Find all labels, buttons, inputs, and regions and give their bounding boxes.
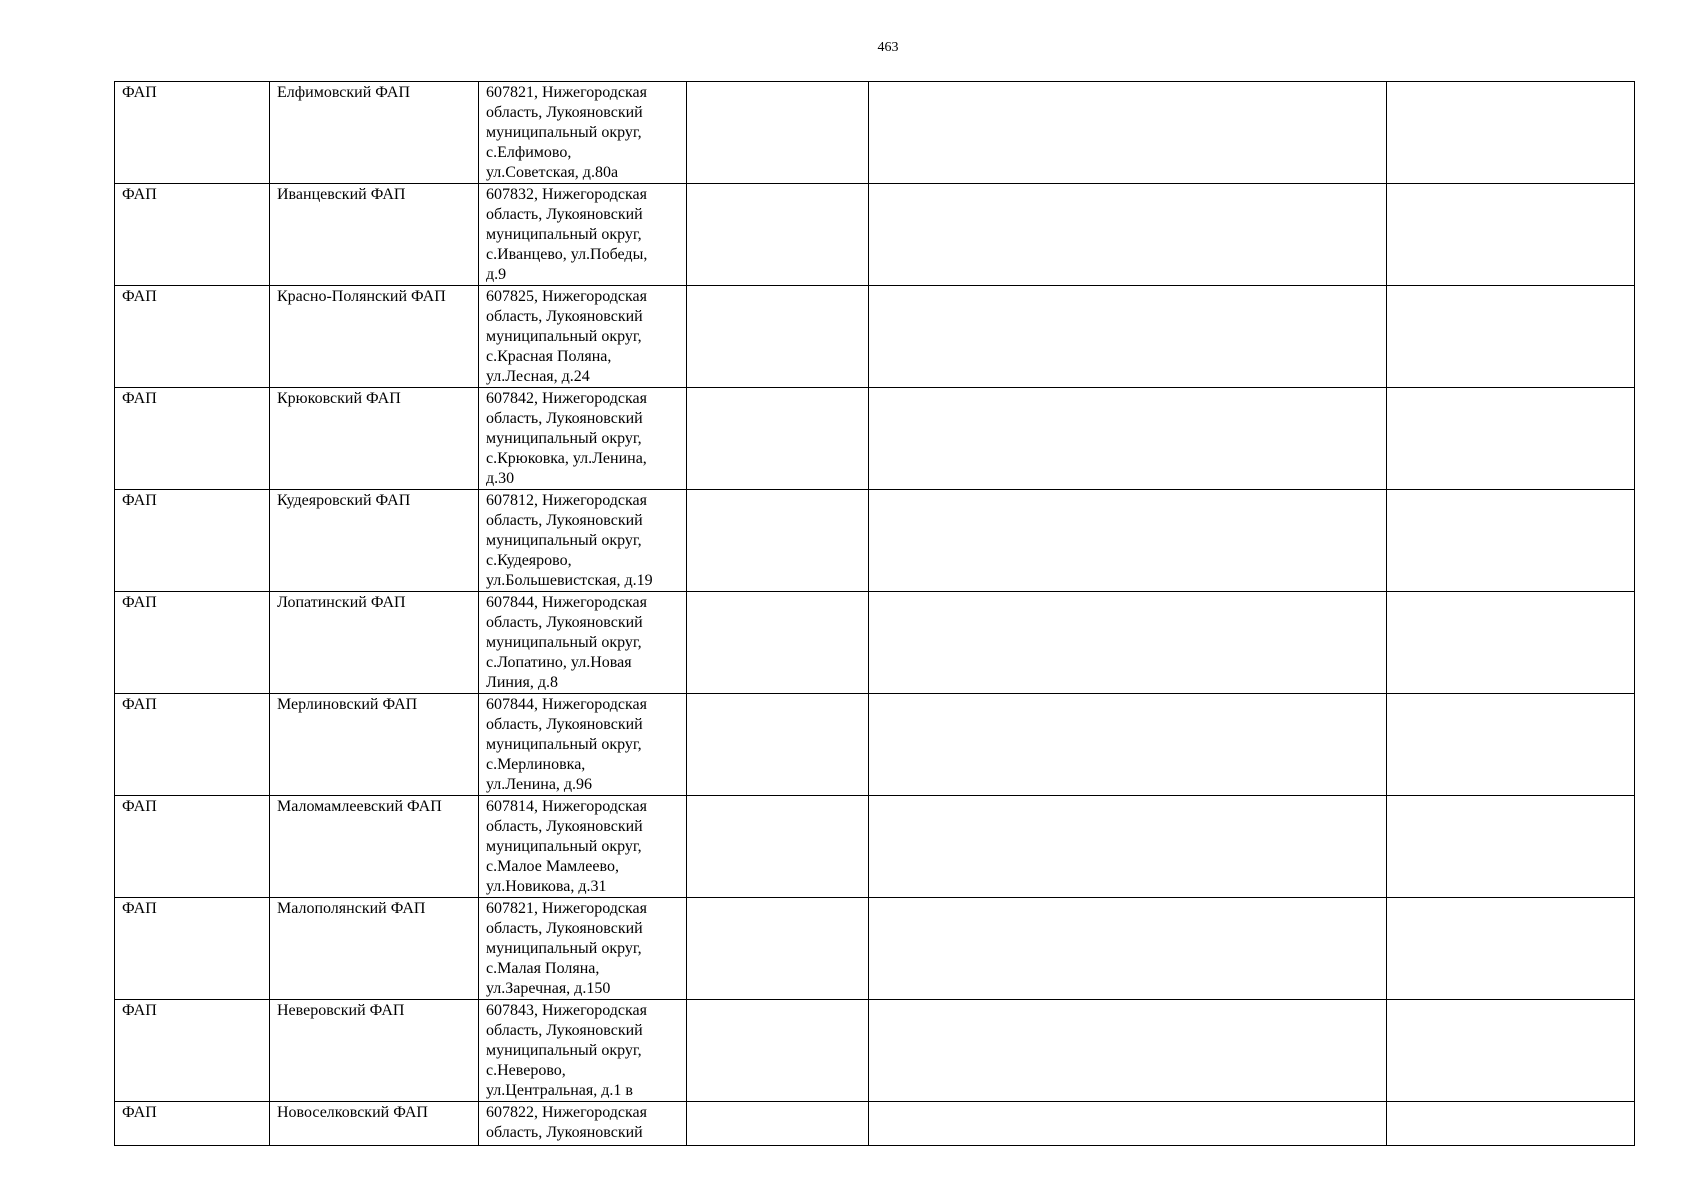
facility-type-cell: ФАП [115, 1102, 270, 1146]
facility-type-cell: ФАП [115, 388, 270, 490]
address-line: с.Иванцево, ул.Победы, [486, 246, 648, 263]
address-line: с.Неверово, [486, 1062, 566, 1079]
facility-type-cell: ФАП [115, 184, 270, 286]
empty-cell [687, 694, 869, 796]
empty-cell [1387, 286, 1635, 388]
facility-name-cell: Малополянский ФАП [270, 898, 479, 1000]
facility-address-cell [479, 184, 687, 286]
address-line: 607821, Нижегородская [486, 84, 647, 101]
address-line: муниципальный округ, [486, 634, 642, 651]
address-line: область, Лукояновский [486, 1124, 643, 1141]
table-row [115, 184, 1635, 286]
facility-name-cell: Красно-Полянский ФАП [270, 286, 479, 388]
address-line: с.Мерлиновка, [486, 756, 586, 773]
empty-cell [1387, 388, 1635, 490]
address-line: 607821, Нижегородская [486, 900, 647, 917]
address-line: 607825, Нижегородская [486, 288, 647, 305]
table-row [115, 1102, 1635, 1146]
facility-name-cell: Кудеяровский ФАП [270, 490, 479, 592]
facility-address-cell [479, 490, 687, 592]
facility-type-cell: ФАП [115, 694, 270, 796]
address-line: область, Лукояновский [486, 716, 643, 733]
address-line: ул.Новикова, д.31 [486, 878, 607, 895]
facility-type-cell: ФАП [115, 898, 270, 1000]
facility-type-cell: ФАП [115, 82, 270, 184]
address-line: с.Лопатино, ул.Новая [486, 654, 632, 671]
address-line: 607814, Нижегородская [486, 798, 647, 815]
facility-name-cell: Лопатинский ФАП [270, 592, 479, 694]
empty-cell [687, 1000, 869, 1102]
facility-name-cell: Крюковский ФАП [270, 388, 479, 490]
empty-cell [1387, 898, 1635, 1000]
empty-cell [869, 1000, 1387, 1102]
address-line: область, Лукояновский [486, 410, 643, 427]
address-line: область, Лукояновский [486, 818, 643, 835]
address-line: ул.Заречная, д.150 [486, 980, 611, 997]
address-line: ул.Советская, д.80а [486, 164, 619, 181]
address-line: 607822, Нижегородская [486, 1104, 647, 1121]
address-line: с.Красная Поляна, [486, 348, 612, 365]
address-line: 607844, Нижегородская [486, 696, 647, 713]
empty-cell [687, 388, 869, 490]
address-line: с.Малая Поляна, [486, 960, 600, 977]
empty-cell [869, 796, 1387, 898]
facility-address-cell [479, 796, 687, 898]
address-line: с.Крюковка, ул.Ленина, [486, 450, 647, 467]
facility-name-cell: Новоселковский ФАП [270, 1102, 479, 1146]
empty-cell [869, 592, 1387, 694]
facility-address-cell [479, 694, 687, 796]
facility-type-cell: ФАП [115, 490, 270, 592]
facility-address-cell [479, 82, 687, 184]
address-line: 607844, Нижегородская [486, 594, 647, 611]
address-line: муниципальный округ, [486, 736, 642, 753]
address-line: муниципальный округ, [486, 226, 642, 243]
table-row [115, 796, 1635, 898]
address-line: Линия, д.8 [486, 674, 559, 691]
empty-cell [869, 694, 1387, 796]
address-line: муниципальный округ, [486, 430, 642, 447]
facility-type-cell: ФАП [115, 796, 270, 898]
table-row [115, 286, 1635, 388]
empty-cell [869, 184, 1387, 286]
address-line: с.Кудеярово, [486, 552, 572, 569]
address-line: область, Лукояновский [486, 920, 643, 937]
address-line: муниципальный округ, [486, 940, 642, 957]
table-body [115, 82, 1635, 1146]
page-number: 463 [877, 40, 899, 55]
facility-name-cell: Иванцевский ФАП [270, 184, 479, 286]
empty-cell [1387, 82, 1635, 184]
table-row [115, 898, 1635, 1000]
address-line: ул.Большевистская, д.19 [486, 572, 653, 589]
empty-cell [1387, 184, 1635, 286]
address-line: с.Елфимово, [486, 144, 572, 161]
empty-cell [687, 796, 869, 898]
address-line: муниципальный округ, [486, 328, 642, 345]
facility-address-cell [479, 286, 687, 388]
table-row [115, 592, 1635, 694]
address-line: область, Лукояновский [486, 104, 643, 121]
address-line: 607842, Нижегородская [486, 390, 647, 407]
facility-name-cell: Маломамлеевский ФАП [270, 796, 479, 898]
empty-cell [1387, 1102, 1635, 1146]
empty-cell [869, 286, 1387, 388]
facility-name-cell: Мерлиновский ФАП [270, 694, 479, 796]
empty-cell [869, 898, 1387, 1000]
address-line: муниципальный округ, [486, 124, 642, 141]
empty-cell [687, 1102, 869, 1146]
address-line: область, Лукояновский [486, 206, 643, 223]
facility-type-cell: ФАП [115, 286, 270, 388]
address-line: область, Лукояновский [486, 512, 643, 529]
address-line: область, Лукояновский [486, 614, 643, 631]
empty-cell [1387, 1000, 1635, 1102]
empty-cell [687, 184, 869, 286]
empty-cell [869, 490, 1387, 592]
empty-cell [687, 286, 869, 388]
address-line: ул.Лесная, д.24 [486, 368, 590, 385]
address-line: муниципальный округ, [486, 1042, 642, 1059]
facility-address-cell [479, 898, 687, 1000]
facilities-table [114, 81, 1635, 1146]
empty-cell [1387, 490, 1635, 592]
facility-name-cell: Елфимовский ФАП [270, 82, 479, 184]
table-row [115, 694, 1635, 796]
address-line: д.30 [486, 470, 515, 487]
address-line: д.9 [486, 266, 507, 283]
empty-cell [869, 1102, 1387, 1146]
address-line: область, Лукояновский [486, 308, 643, 325]
empty-cell [687, 82, 869, 184]
empty-cell [869, 82, 1387, 184]
address-line: 607812, Нижегородская [486, 492, 647, 509]
address-line: ул.Центральная, д.1 в [486, 1082, 633, 1099]
address-line: область, Лукояновский [486, 1022, 643, 1039]
facility-address-cell [479, 592, 687, 694]
table-row [115, 82, 1635, 184]
address-line: 607832, Нижегородская [486, 186, 647, 203]
table-row [115, 388, 1635, 490]
address-line: с.Малое Мамлеево, [486, 858, 619, 875]
facility-address-cell [479, 1000, 687, 1102]
facility-address-cell [479, 1102, 687, 1146]
empty-cell [687, 490, 869, 592]
empty-cell [687, 898, 869, 1000]
facility-address-cell [479, 388, 687, 490]
empty-cell [1387, 592, 1635, 694]
empty-cell [687, 592, 869, 694]
facility-name-cell: Неверовский ФАП [270, 1000, 479, 1102]
empty-cell [1387, 694, 1635, 796]
table-row [115, 490, 1635, 592]
facility-type-cell: ФАП [115, 592, 270, 694]
facility-type-cell: ФАП [115, 1000, 270, 1102]
address-line: ул.Ленина, д.96 [486, 776, 593, 793]
address-line: муниципальный округ, [486, 838, 642, 855]
address-line: 607843, Нижегородская [486, 1002, 647, 1019]
empty-cell [1387, 796, 1635, 898]
empty-cell [869, 388, 1387, 490]
address-line: муниципальный округ, [486, 532, 642, 549]
table-row [115, 1000, 1635, 1102]
